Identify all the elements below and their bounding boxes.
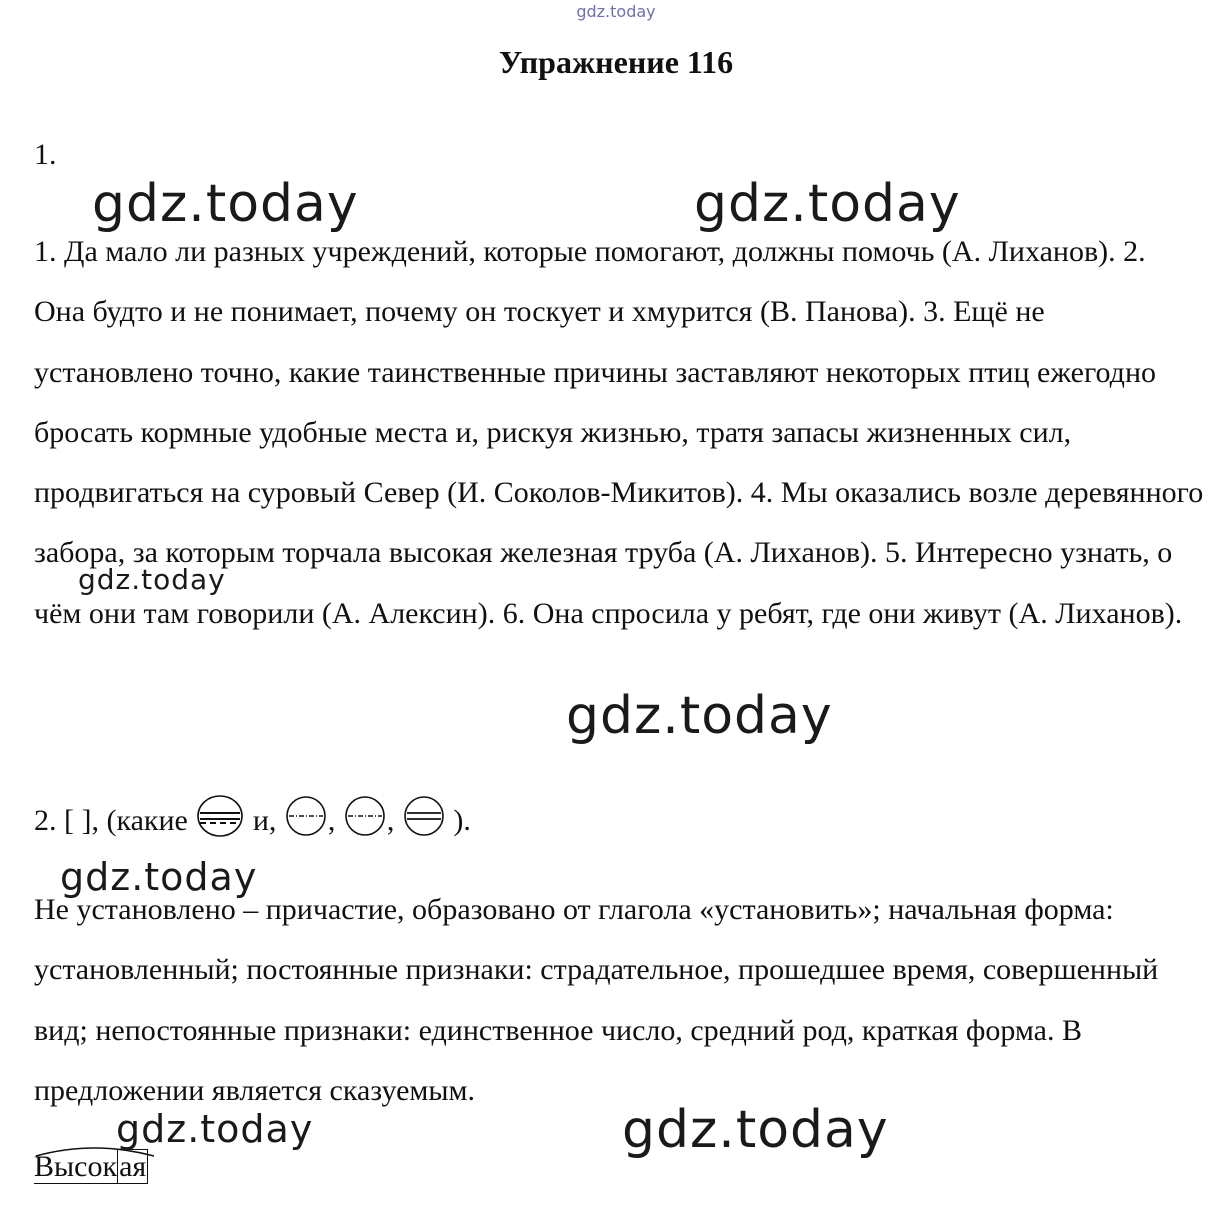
watermark: gdz.today — [92, 174, 359, 234]
scheme-close: ). — [453, 803, 471, 837]
watermark: gdz.today — [60, 855, 258, 899]
scheme-main-clause: [ ], — [64, 803, 99, 837]
subject-predicate-oval-icon — [195, 793, 245, 847]
predicate-oval-icon — [402, 794, 446, 846]
clause-oval-icon — [343, 794, 387, 846]
watermark-top: gdz.today — [576, 2, 656, 21]
watermark: gdz.today — [116, 1107, 314, 1151]
exercise-sentences: 1. Да мало ли разных учреждений, которые помогают, должны помочь (А. Лиханов). 2. Она будто и не понимает, почему он тоскует и хмурится (В. Панова). 3. Ещё не установлено точно, какие таинственные причины заставляют некоторых птиц ежегодно бросать кормные удобные места и, рискуя жизнью, тратя запасы жизненных сил, продвигаться на суровый Север (И. Соколов-Микитов). 4. Мы оказались возле деревянного забора, за которым торчала высокая железная труба (А. Лиханов). 5. Интересно узнать, о чём они там говорили (А. Алексин). 6. Она спросила у ребят, где они живут (А. Лиханов). — [34, 235, 1204, 630]
clause-oval-icon — [284, 794, 328, 846]
scheme-open: (какие — [106, 803, 188, 837]
watermark: gdz.today — [566, 686, 833, 746]
morpheme-analysis-word — [34, 1150, 148, 1184]
scheme-number: 2. — [34, 803, 57, 837]
sentence-scheme — [34, 796, 471, 850]
word-ending: ая — [119, 1150, 147, 1183]
section-1-number: 1. — [34, 138, 57, 171]
watermark: gdz.today — [622, 1100, 889, 1160]
watermark: gdz.today — [694, 174, 961, 234]
word-stem: Высок — [34, 1150, 118, 1183]
morphological-analysis: Не установлено – причастие, образовано от глагола «установить»; начальная форма: установленный; постоянные признаки: страдательное, прошедшее время, совершенный вид; непостоянные признаки: единственное число, средний род, краткая форма. В предложении является сказуемым. — [34, 893, 1159, 1107]
scheme-comma-1: , — [327, 803, 336, 837]
scheme-and: и, — [252, 803, 277, 837]
page-title: Упражнение 116 — [498, 44, 734, 80]
watermark: gdz.today — [78, 563, 226, 596]
scheme-comma-2: , — [386, 803, 395, 837]
